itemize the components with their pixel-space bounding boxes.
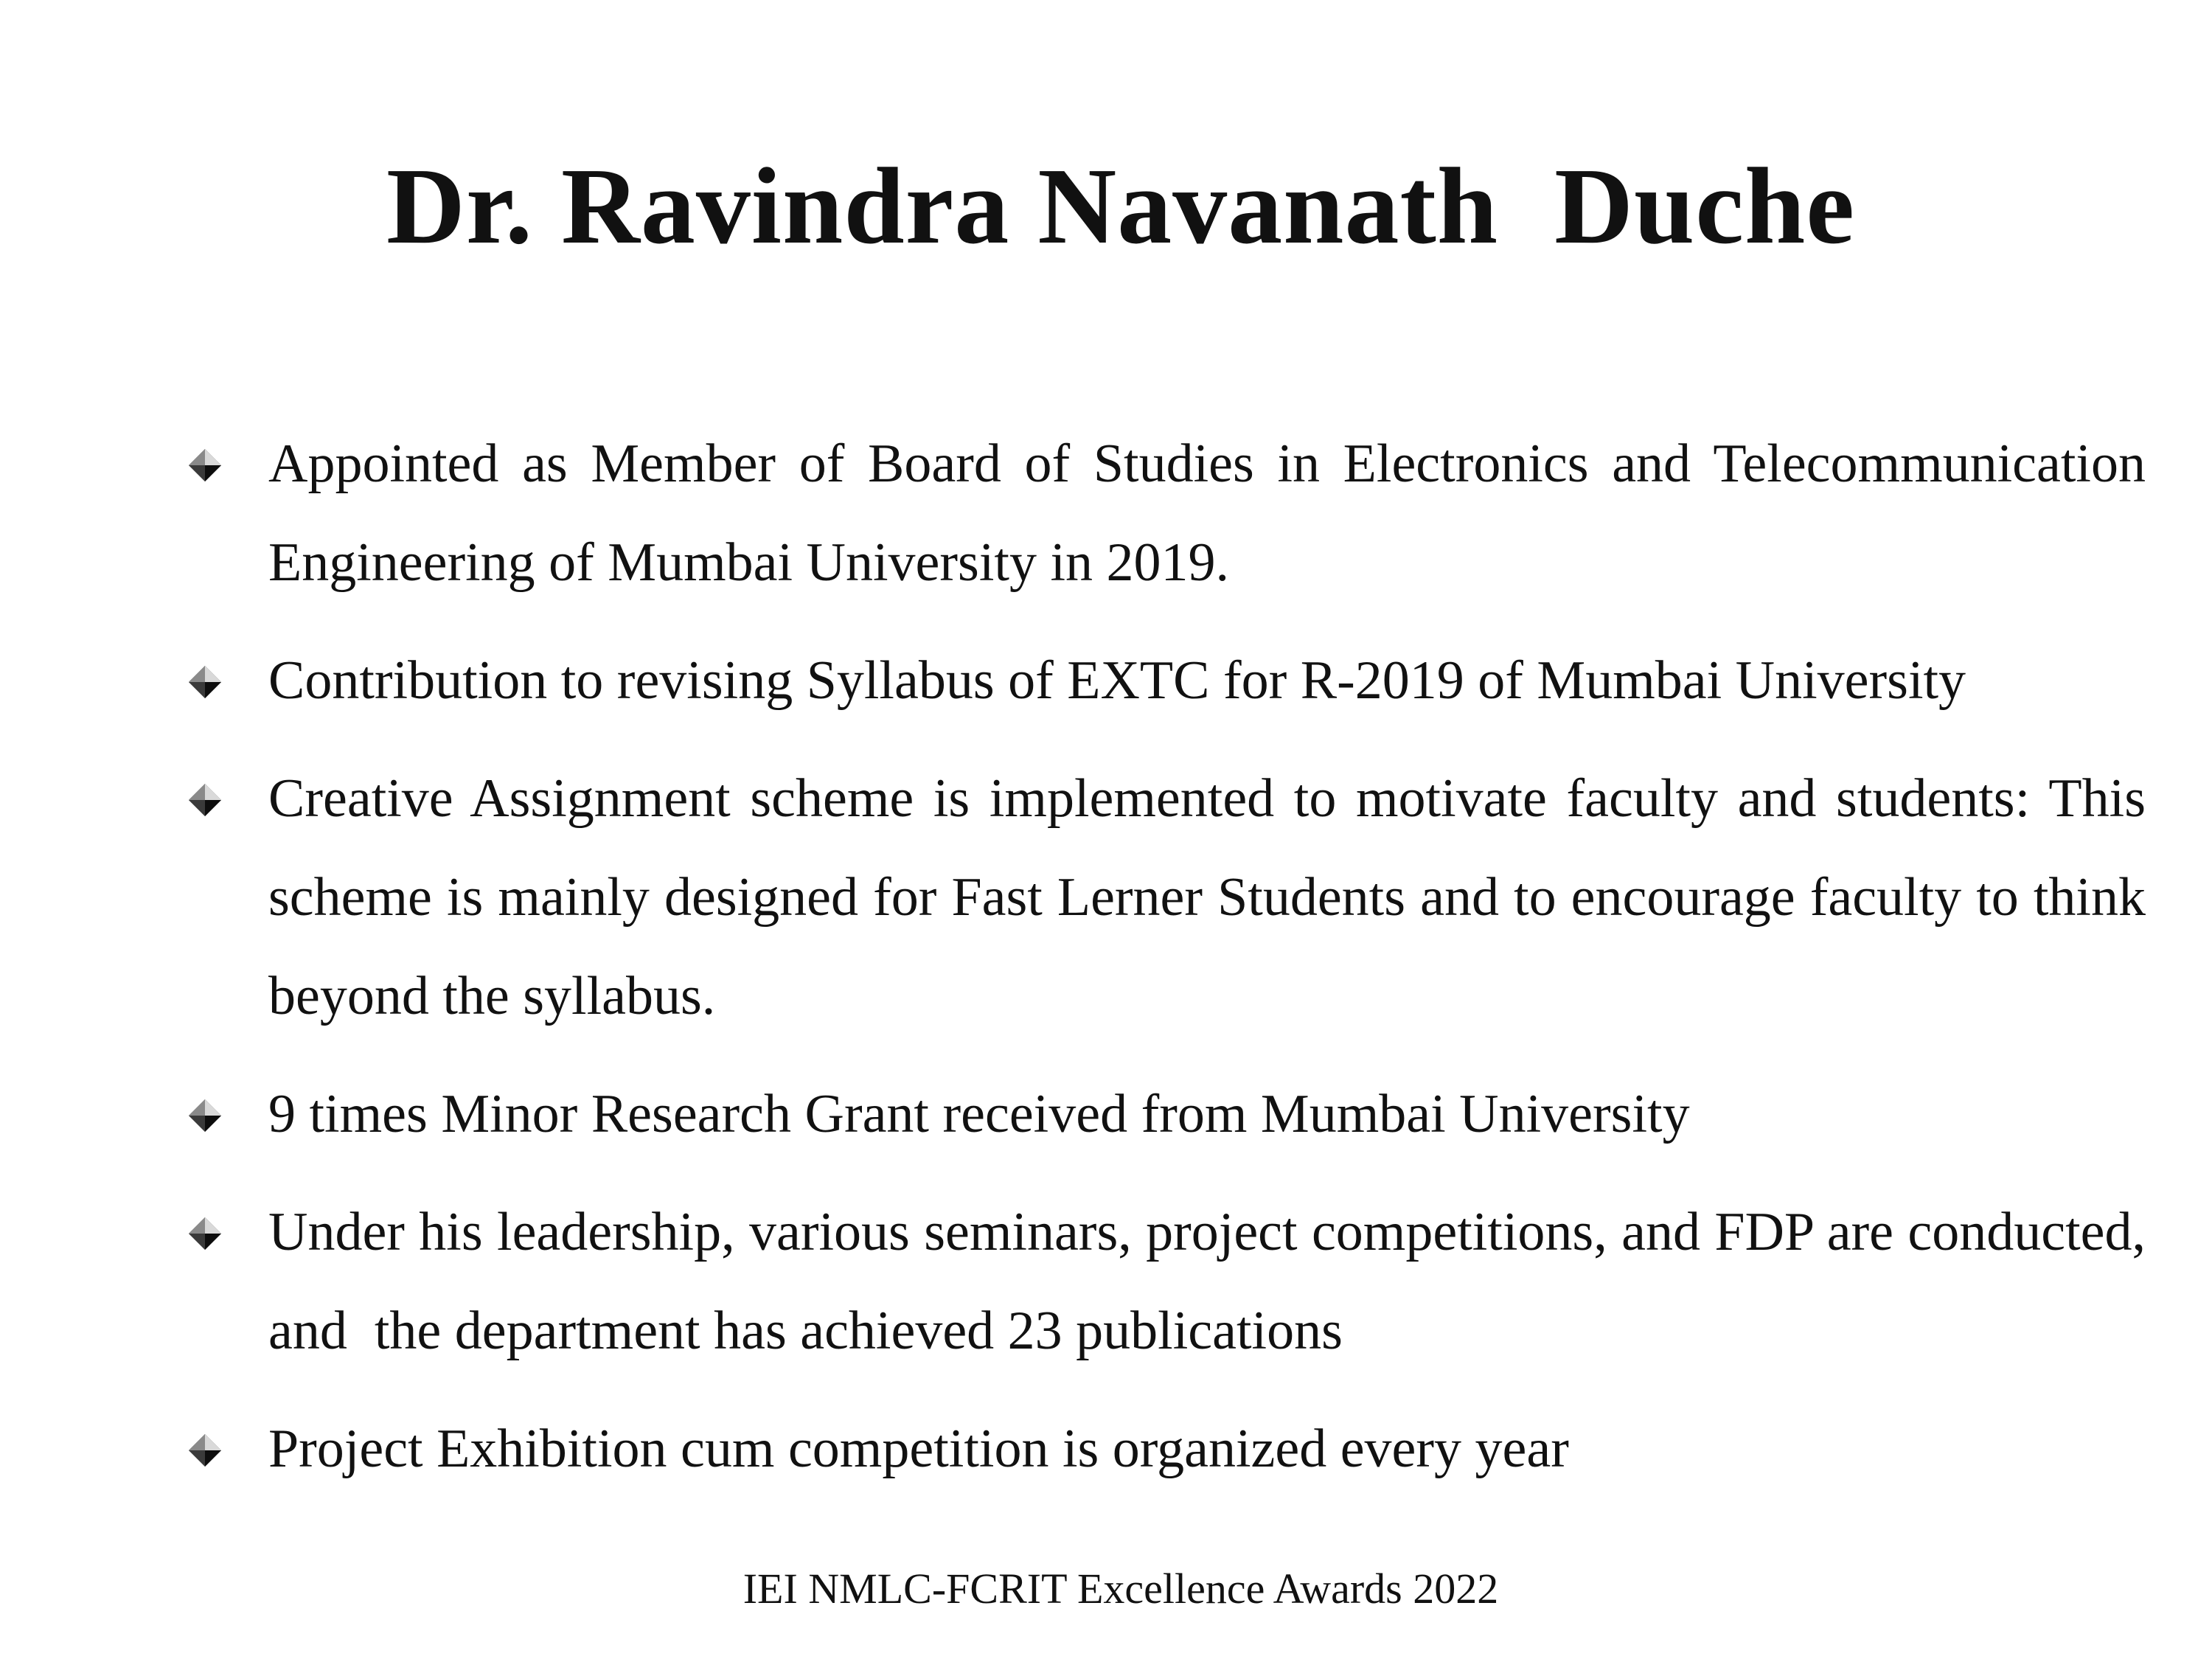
bullet-text: 9 times Minor Research Grant received from Mumbai University [268,1084,1690,1144]
bullet-text: Project Exhibition cum competition is organized every year [268,1419,1569,1479]
bullet-list [0,414,2212,1498]
slide-footer: IEI NMLC-FCRIT Excellence Awards 2022 [742,1565,1499,1613]
list-item [0,414,2212,612]
bullet-text: Contribution to revising Syllabus of EXTC for R-2019 of Mumbai University [268,650,1966,711]
list-item [0,631,2212,730]
diamond-bullet-icon [186,1431,224,1470]
bullet-text: Appointed as Member of Board of Studies in Electronics and Telecommunication Engineering of Mumbai University in 2019. [268,434,2160,593]
diamond-bullet-icon [186,446,224,484]
list-item [0,749,2212,1046]
diamond-bullet-icon [186,1214,224,1253]
list-item [0,1399,2212,1498]
diamond-bullet-icon [186,781,224,819]
diamond-bullet-icon [186,1096,224,1135]
list-item [0,1065,2212,1164]
bullet-text: Creative Assignment scheme is implemented to motivate faculty and students: This scheme is mainly designed for Fast Lerner Students and to encourage faculty to think beyond the syllabus. [268,768,2160,1026]
bullet-text: Under his leadership, various seminars, project competitions, and FDP are conducted, and the department has achieved 23 publications [268,1202,2160,1361]
slide-title: Dr. Ravindra Navanath Duche [386,146,1855,267]
diamond-bullet-icon [186,663,224,701]
list-item [0,1183,2212,1380]
